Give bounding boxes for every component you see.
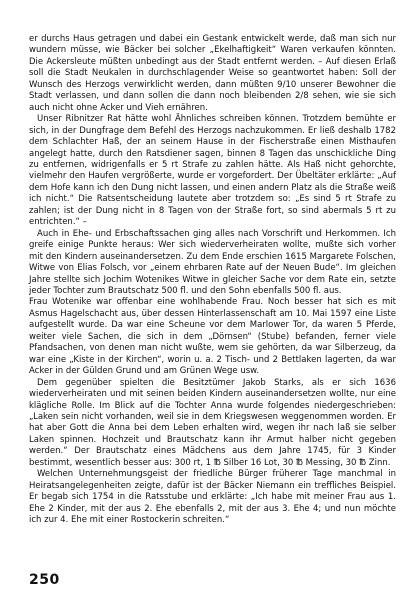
body-text	[29, 34, 396, 526]
paragraph: er durchs Haus getragen und dabei ein Gestank entwickelt werde, daß man sich nur wundern müsse, wie Bäcker bei solcher „Ekelhaftigkeit“ Waren verkaufen könnten. Die Ackersleute müßten unbedingt aus der Stadt entfernt werden. – Auf diesen Erlaß soll die Stadt Neukalen in durchschlagender Weise so geantwortet haben: Soll der Wunsch des Herzogs verwirklicht werden, dann müßten 9/10 unserer Bewohner die Stadt verlassen, und dann sollen die dann noch bleibenden 2/8 sehen, wie sie sich auch nicht ohne Acker und Vieh ernähren.	[29, 34, 396, 113]
paragraph: Dem gegenüber spielten die Besitztümer Jakob Starks, als er sich 1636 wiederverheiraten und mit seinen beiden Kindern auseinandersetzen wollte, nur eine klägliche Rolle. Im Blick auf die Tochter Anna wurde folgendes niedergeschrieben: „Laken sein nicht vorhanden, weil sie in dem Kriegswesen weggenommen worden. Er hat aber Gott die Anna bei dem Leben erhalten wird, wegen ihr nach laß sie selber Laken spinnen. Hochzeit und Brautschatz kann ihr Armut halber nicht gegeben werden.“ Der Brautschatz eines Mädchens aus dem Jahre 1745, für 3 Kinder bestimmt, wesentlich besser aus: 300 rt, 1 ℔ Silber 16 Lot, 30 ℔ Messing, 30 ℔ Zinn.	[29, 377, 396, 468]
paragraph: Welchen Unternehmungsgeist der friedliche Bürger früherer Tage manchmal in Heiratsangelegenheiten zeigte, dafür ist der Bäcker Niemann ein treffliches Beispiel. Er begab sich 1754 in die Ratsstube und erklärte: „Ich habe mit meiner Frau aus 1. Ehe 2 Kinder, mit der aus 2. Ehe ebenfalls 2, mit der aus 3. Ehe 4; und nun möchte ich zur 4. Ehe mit einer Rostockerin schreiten.“	[29, 469, 396, 526]
page-number: 250	[29, 572, 60, 588]
paragraph: Unser Ribnitzer Rat hätte wohl Ähnliches schreiben können. Trotzdem bemühte er sich, in der Dungfrage dem Befehl des Herzogs nachzukommen. Er ließ deshalb 1782 dem Schlachter Haß, der an seinem Hause in der Fischerstraße einen Misthaufen angelegt hatte, durch den Ratsdiener sagen, binnen 8 Tagen das unschickliche Ding zu entfernen, widrigenfalls er 5 rt Strafe zu zahlen hätte. Als Haß nicht gehorchte, vielmehr den Haufen vergrößerte, wurde er vorgefordert. Der Übeltäter erklärte: „Auf dem Hofe kann ich den Dung nicht lassen, und einen andern Platz als die Straße weiß ich nicht.“ Die Ratsentscheidung lautete aber trotzdem so: „Es sind 5 rt Strafe zu zahlen; ist der Dung nicht in 8 Tagen von der Straße fort, so sind abermals 5 rt zu entrichten.“ –	[29, 114, 396, 228]
paragraph: Auch in Ehe- und Erbschaftssachen ging alles nach Vorschrift und Herkommen. Ich greife einige Punkte heraus: Wer sich wiederverheiraten wollte, mußte sich vorher mit den Kindern auseinandersetzen. Zu dem Ende erschien 1615 Margarete Folschen, Witwe von Elias Folsch, vor „einem ehrbaren Rate auf der Neuen Bude“. Im gleichen Jahre stellte sich Jochim Wotenikes Witwe in gleicher Sache vor dem Rate ein, setzte jeder Tochter zum Brautschatz 500 fl. und den Sohn ebenfalls 500 fl. aus.	[29, 228, 396, 296]
paragraph: Frau Wotenike war offenbar eine wohlhabende Frau. Noch besser hat sich es mit Asmus Hagelschacht aus, über dessen Hinterlassenschaft am 10. Mai 1597 eine Liste aufgestellt wurde. Da war eine Scheune vor dem Marlower Tor, da waren 5 Pferde, weiter viele Sachen, die sich in dem „Dörnsen“ (Stube) befanden, ferner viele Pfandsachen, von denen man nicht wußte, wem sie gehörten, da war Silberzeug, da war eine „Kiste in der Kirchen“, worin u. a. 2 Tisch- und 2 Bettlaken lagerten, da war Acker in der Gülden Grund und am Grünen Wege usw.	[29, 297, 396, 377]
